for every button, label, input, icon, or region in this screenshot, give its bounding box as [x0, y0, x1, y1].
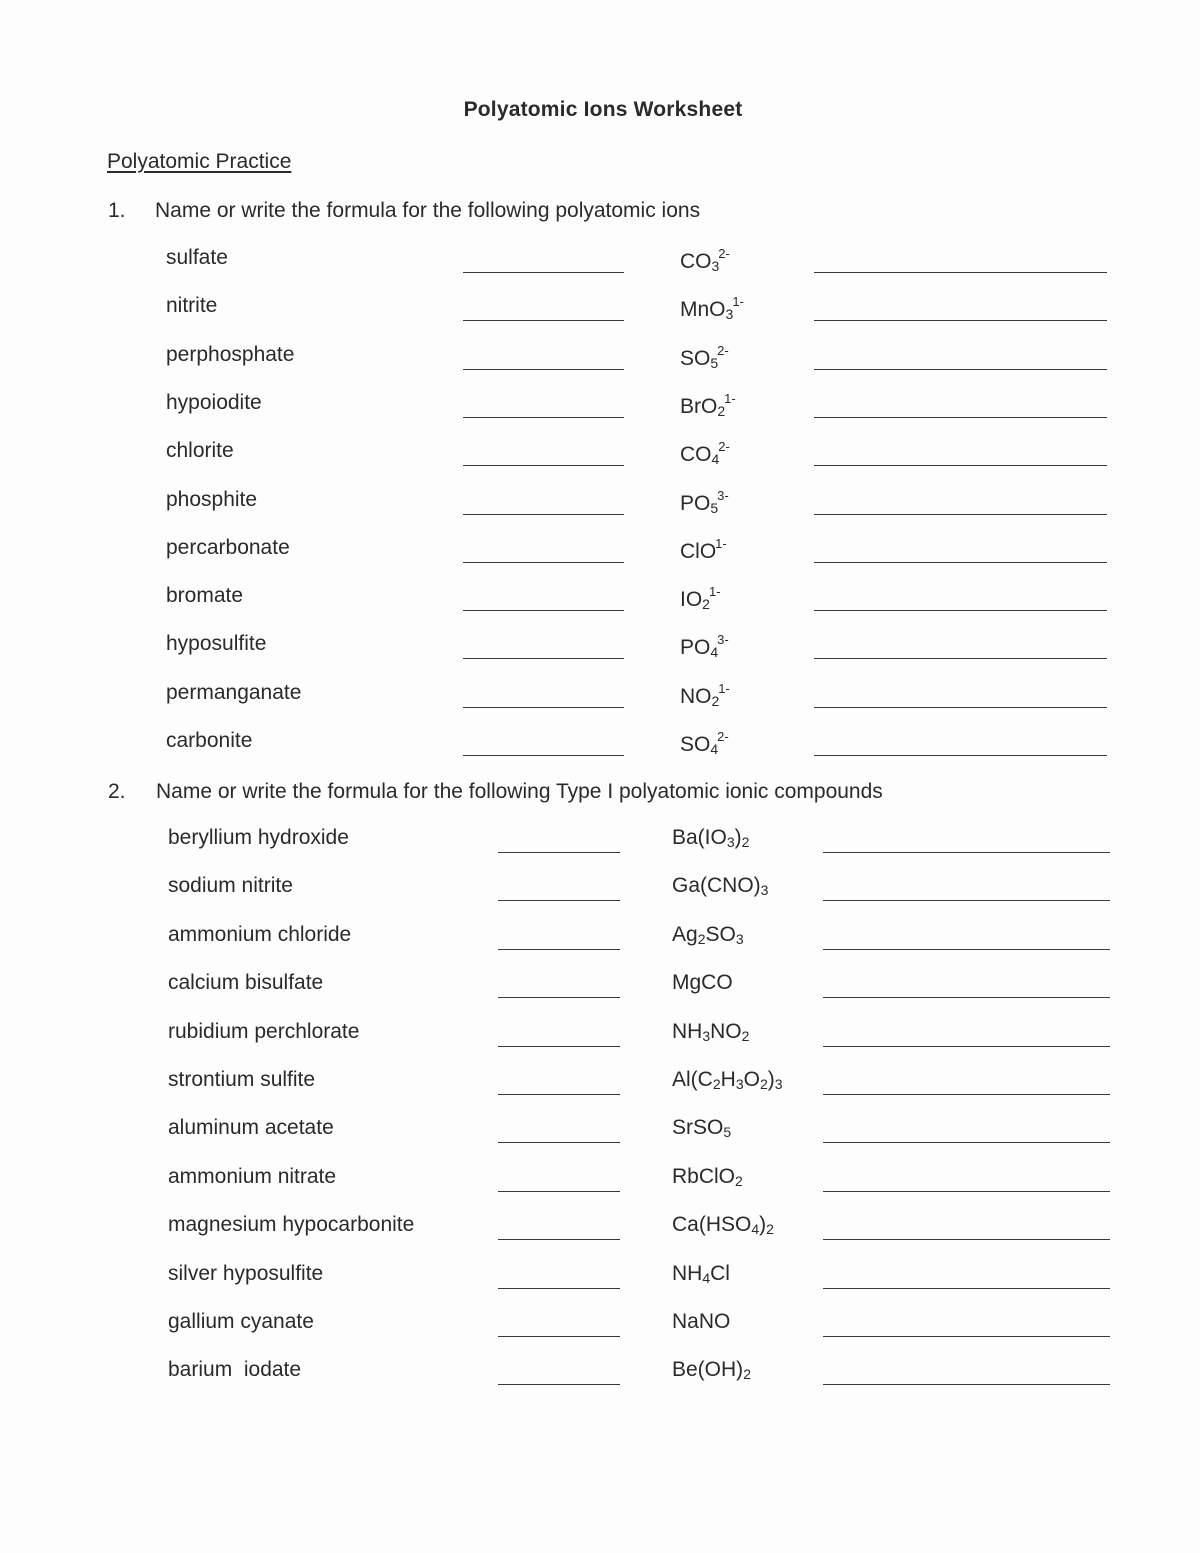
- formula-text: SO: [680, 346, 711, 370]
- ion-name: ammonium chloride: [168, 922, 352, 946]
- formula-charge: 2-: [717, 342, 729, 358]
- worksheet-row: [0, 343, 1200, 383]
- formula-answer-blank[interactable]: [498, 1336, 620, 1337]
- formula-text: MnO: [680, 298, 726, 322]
- formula-charge: 1-: [708, 584, 721, 600]
- formula-text: ): [767, 1068, 775, 1091]
- name-answer-blank[interactable]: [814, 514, 1107, 515]
- formula-answer-blank[interactable]: [498, 1384, 620, 1385]
- name-answer-blank[interactable]: [814, 658, 1107, 659]
- formula-answer-blank[interactable]: [463, 514, 624, 515]
- formula-text: CO: [680, 443, 712, 467]
- worksheet-row: [0, 1213, 1200, 1253]
- ion-name: phosphite: [166, 487, 258, 511]
- question-1-number: 1.: [108, 199, 126, 222]
- ion-name: silver hyposulfite: [168, 1261, 324, 1285]
- formula-subscript: 2: [759, 1076, 768, 1092]
- formula-charge: 2-: [717, 729, 729, 744]
- formula-charge: 2-: [718, 246, 730, 261]
- formula-answer-blank[interactable]: [498, 949, 620, 950]
- formula-text: ): [759, 1213, 767, 1237]
- chemical-formula: [680, 681, 730, 709]
- chemical-formula: [680, 632, 729, 660]
- name-answer-blank[interactable]: [823, 1239, 1110, 1240]
- worksheet-row: [0, 1262, 1200, 1302]
- name-answer-blank[interactable]: [823, 1046, 1110, 1047]
- chemical-formula: [672, 923, 744, 947]
- formula-answer-blank[interactable]: [463, 707, 624, 708]
- formula-subscript: 4: [751, 1221, 760, 1238]
- formula-subscript: 4: [710, 644, 719, 661]
- chemical-formula: [672, 1213, 774, 1237]
- formula-answer-blank[interactable]: [498, 1239, 620, 1240]
- formula-answer-blank[interactable]: [498, 1288, 620, 1289]
- ion-name: ammonium nitrate: [168, 1164, 337, 1188]
- chemical-formula: [680, 584, 721, 612]
- worksheet-row: [0, 632, 1200, 672]
- formula-text: Cl: [710, 1261, 730, 1285]
- chemical-formula: [672, 1020, 749, 1044]
- formula-text: IO: [680, 588, 703, 612]
- formula-text: O: [743, 1068, 760, 1091]
- chemical-formula: [672, 1068, 783, 1092]
- worksheet-row: [0, 923, 1200, 963]
- chemical-formula: [672, 1310, 730, 1334]
- question-1-prompt: Name or write the formula for the following polyatomic ions: [155, 199, 701, 222]
- ion-name: percarbonate: [166, 535, 290, 559]
- worksheet-row: [0, 294, 1200, 334]
- formula-subscript: 2: [741, 1027, 750, 1044]
- chemical-formula: [672, 826, 749, 850]
- formula-text: NaNO: [672, 1310, 731, 1333]
- formula-subscript: 5: [710, 499, 719, 516]
- formula-charge: 1-: [718, 680, 730, 696]
- worksheet-row: [0, 391, 1200, 431]
- formula-text: RbClO: [672, 1164, 736, 1188]
- name-answer-blank[interactable]: [823, 1142, 1110, 1143]
- question-2-number: 2.: [108, 780, 126, 803]
- worksheet-row: [0, 971, 1200, 1011]
- chemical-formula: [680, 439, 730, 467]
- ion-name: nitrite: [166, 294, 218, 318]
- ion-name: chlorite: [166, 439, 234, 463]
- formula-subscript: 2: [741, 834, 750, 850]
- formula-text: Ga(CNO): [672, 874, 761, 898]
- formula-text: SO: [680, 733, 711, 756]
- ion-name: gallium cyanate: [168, 1310, 314, 1333]
- formula-answer-blank[interactable]: [463, 658, 624, 659]
- name-answer-blank[interactable]: [814, 465, 1107, 466]
- formula-answer-blank[interactable]: [498, 852, 620, 853]
- name-answer-blank[interactable]: [814, 417, 1107, 418]
- worksheet-row: [0, 1358, 1200, 1398]
- formula-text: NO: [680, 684, 712, 708]
- formula-answer-blank[interactable]: [463, 417, 624, 418]
- name-answer-blank[interactable]: [823, 1094, 1110, 1095]
- chemical-formula: [672, 1116, 731, 1140]
- ion-name: hypoiodite: [166, 390, 262, 414]
- chemical-formula: [680, 391, 736, 419]
- formula-subscript: 2: [735, 1172, 743, 1189]
- worksheet-row: [0, 1068, 1200, 1108]
- formula-subscript: 2: [766, 1221, 774, 1238]
- formula-text: CO: [680, 250, 712, 273]
- formula-subscript: 2: [743, 1366, 751, 1383]
- ion-name: aluminum acetate: [168, 1116, 334, 1140]
- name-answer-blank[interactable]: [814, 707, 1107, 708]
- formula-subscript: 3: [711, 258, 720, 274]
- chemical-formula: [672, 1165, 743, 1189]
- formula-subscript: 3: [726, 834, 735, 850]
- chemical-formula: [680, 294, 744, 322]
- name-answer-blank[interactable]: [823, 997, 1110, 998]
- formula-subscript: 4: [702, 1269, 711, 1286]
- worksheet-row: [0, 1020, 1200, 1060]
- formula-text: NH: [672, 1261, 703, 1285]
- worksheet-row: [0, 246, 1200, 286]
- ion-name: beryllium hydroxide: [168, 826, 349, 849]
- ion-name: bromate: [166, 584, 244, 608]
- name-answer-blank[interactable]: [814, 562, 1107, 563]
- formula-answer-blank[interactable]: [498, 900, 620, 901]
- name-answer-blank[interactable]: [823, 1336, 1110, 1337]
- formula-answer-blank[interactable]: [463, 610, 624, 611]
- formula-text: PO: [680, 491, 711, 515]
- formula-answer-blank[interactable]: [463, 562, 624, 563]
- formula-subscript: 3: [735, 1076, 744, 1092]
- formula-text: Ca(HSO: [672, 1213, 752, 1237]
- worksheet-row: [0, 874, 1200, 914]
- formula-text: NO: [710, 1019, 742, 1043]
- chemical-formula: [672, 1262, 730, 1286]
- name-answer-blank[interactable]: [823, 1384, 1110, 1385]
- formula-answer-blank[interactable]: [463, 755, 624, 756]
- formula-text: NH: [672, 1019, 703, 1043]
- ion-name: sulfate: [166, 246, 228, 269]
- worksheet-row: [0, 826, 1200, 866]
- formula-text: Al(C: [672, 1068, 713, 1091]
- name-answer-blank[interactable]: [814, 320, 1107, 321]
- ion-name: rubidium perchlorate: [168, 1019, 360, 1043]
- ion-name: permanganate: [166, 680, 302, 704]
- formula-answer-blank[interactable]: [463, 369, 624, 370]
- worksheet-row: [0, 681, 1200, 721]
- worksheet-row: [0, 536, 1200, 576]
- formula-text: ): [734, 826, 742, 849]
- name-answer-blank[interactable]: [823, 1191, 1110, 1192]
- formula-text: Ba(IO: [672, 826, 727, 849]
- ion-name: hyposulfite: [166, 632, 267, 656]
- formula-subscript: 3: [735, 930, 744, 947]
- formula-answer-blank[interactable]: [498, 1142, 620, 1143]
- page-title: Polyatomic Ions Worksheet: [463, 98, 743, 121]
- chemical-formula: [672, 874, 768, 898]
- formula-answer-blank[interactable]: [498, 1191, 620, 1192]
- formula-subscript: 2: [717, 402, 726, 419]
- formula-charge: 1-: [724, 390, 736, 406]
- worksheet-row: [0, 439, 1200, 479]
- formula-charge: 3-: [717, 487, 729, 503]
- name-answer-blank[interactable]: [814, 755, 1107, 756]
- formula-charge: 1-: [732, 294, 744, 310]
- formula-subscript: 3: [774, 1076, 783, 1092]
- formula-charge: 2-: [718, 439, 730, 455]
- chemical-formula: [680, 488, 729, 516]
- formula-answer-blank[interactable]: [498, 997, 620, 998]
- formula-text: SO: [705, 922, 736, 946]
- formula-answer-blank[interactable]: [463, 465, 624, 466]
- formula-subscript: 4: [710, 741, 719, 757]
- question-2-prompt: Name or write the formula for the following Type I polyatomic ionic compounds: [156, 780, 883, 803]
- formula-text: H: [720, 1068, 736, 1091]
- formula-charge: 3-: [717, 632, 729, 648]
- formula-subscript: 2: [712, 1076, 721, 1092]
- formula-answer-blank[interactable]: [463, 272, 624, 273]
- chemical-formula: [680, 343, 729, 371]
- ion-name: carbonite: [166, 729, 253, 752]
- ion-name: barium iodate: [168, 1358, 302, 1382]
- formula-subscript: 3: [725, 306, 734, 323]
- formula-subscript: 5: [723, 1124, 732, 1141]
- ion-name: strontium sulfite: [168, 1068, 316, 1091]
- formula-text: ClO: [680, 539, 717, 563]
- ion-name: perphosphate: [166, 342, 295, 366]
- formula-answer-blank[interactable]: [498, 1046, 620, 1047]
- name-answer-blank[interactable]: [814, 272, 1107, 273]
- formula-subscript: 3: [760, 882, 769, 899]
- name-answer-blank[interactable]: [814, 369, 1107, 370]
- worksheet-row: [0, 1165, 1200, 1205]
- chemical-formula: [672, 971, 733, 995]
- formula-answer-blank[interactable]: [463, 320, 624, 321]
- formula-subscript: 4: [711, 451, 720, 468]
- formula-text: MgCO: [672, 971, 733, 995]
- formula-charge: 1-: [715, 535, 727, 551]
- chemical-formula: [680, 729, 729, 757]
- formula-text: SrSO: [672, 1116, 724, 1140]
- ion-name: sodium nitrite: [168, 874, 293, 898]
- formula-subscript: 2: [711, 692, 720, 709]
- formula-subscript: 2: [697, 930, 706, 947]
- formula-text: BrO: [680, 394, 718, 418]
- formula-answer-blank[interactable]: [498, 1094, 620, 1095]
- name-answer-blank[interactable]: [814, 610, 1107, 611]
- section-heading: Polyatomic Practice: [107, 150, 292, 173]
- name-answer-blank[interactable]: [823, 852, 1110, 853]
- chemical-formula: [680, 246, 730, 274]
- worksheet-row: [0, 488, 1200, 528]
- worksheet-row: [0, 1116, 1200, 1156]
- worksheet-row: [0, 1310, 1200, 1350]
- chemical-formula: [672, 1358, 751, 1382]
- ion-name: magnesium hypocarbonite: [168, 1213, 415, 1237]
- formula-text: PO: [680, 636, 711, 660]
- worksheet-row: [0, 584, 1200, 624]
- formula-subscript: 3: [702, 1027, 711, 1044]
- name-answer-blank[interactable]: [823, 1288, 1110, 1289]
- worksheet-row: [0, 729, 1200, 769]
- chemical-formula: [680, 536, 727, 564]
- ion-name: calcium bisulfate: [168, 971, 324, 995]
- formula-text: Be(OH): [672, 1358, 744, 1382]
- formula-subscript: 2: [702, 596, 710, 613]
- formula-text: Ag: [672, 922, 698, 946]
- name-answer-blank[interactable]: [823, 949, 1110, 950]
- name-answer-blank[interactable]: [823, 900, 1110, 901]
- formula-subscript: 5: [710, 354, 719, 371]
